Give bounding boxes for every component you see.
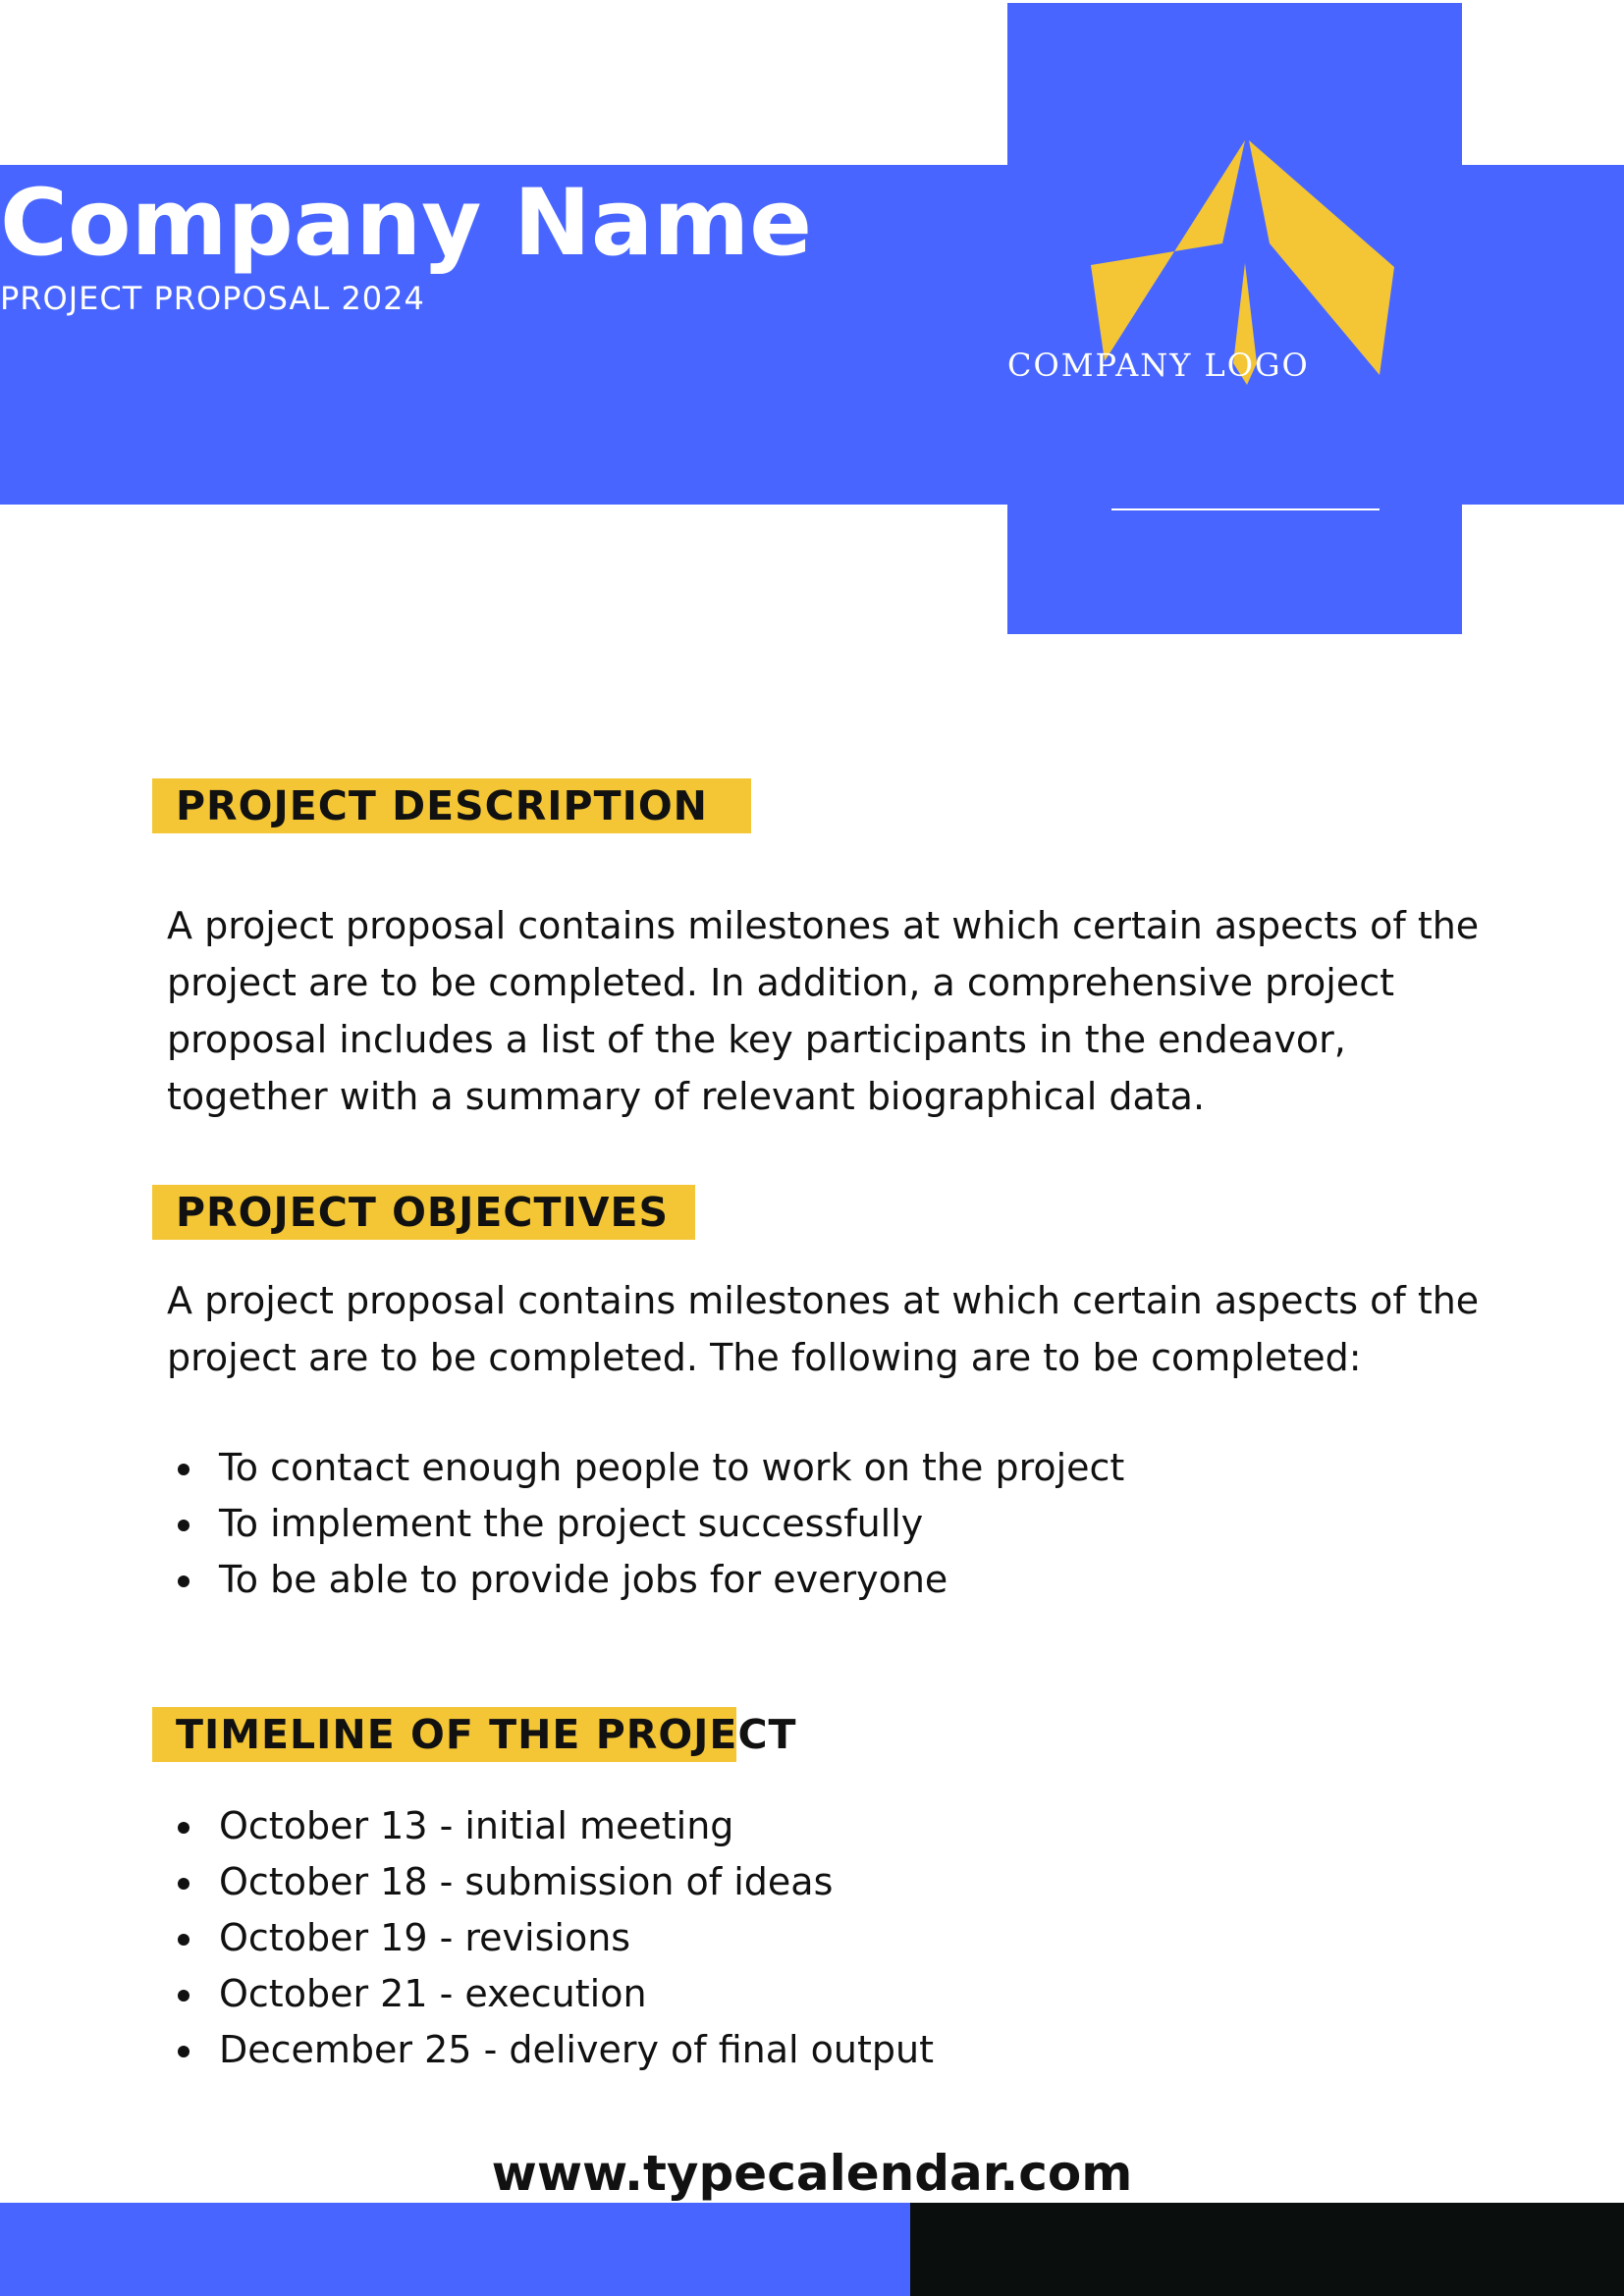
proposal-subtitle: PROJECT PROPOSAL 2024 (0, 280, 425, 317)
bullet-icon (178, 1878, 189, 1890)
list-item (167, 1496, 1124, 1552)
list-item-text: To be able to provide jobs for everyone (219, 1558, 948, 1601)
logo-underline (1111, 508, 1380, 510)
bullet-icon (178, 1934, 189, 1946)
section-heading-label: PROJECT DESCRIPTION (176, 782, 708, 829)
list-item (167, 1440, 1124, 1496)
section-heading-timeline (152, 1707, 799, 1762)
list-item-text: To implement the project successfully (219, 1502, 924, 1545)
company-name: Company Name (0, 170, 812, 277)
list-item-text: October 18 - submission of ideas (219, 1860, 834, 1903)
list-item-text: December 25 - delivery of final output (219, 2028, 935, 2071)
list-item (167, 1966, 934, 2022)
list-item (167, 1552, 1124, 1608)
logo-text: COMPANY LOGO (1007, 347, 1310, 384)
bullet-icon (178, 2046, 189, 2057)
list-item-text: October 19 - revisions (219, 1916, 631, 1959)
bullet-icon (178, 1520, 189, 1531)
section-heading-label: TIMELINE OF THE PROJECT (176, 1711, 797, 1758)
bullet-icon (178, 1822, 189, 1834)
bullet-icon (178, 1464, 189, 1475)
list-item (167, 1910, 934, 1966)
description-body: A project proposal contains milestones at which certain aspects of the project are to be completed. In addition, a comprehensive project proposal includes a list of the key participants in the endeavor, together with a summary of relevant biographical data. (167, 904, 1480, 1118)
list-item-text: October 21 - execution (219, 1972, 647, 2015)
footer-blue-band (0, 2203, 910, 2296)
section-heading-objectives (152, 1185, 671, 1240)
objectives-list (167, 1440, 1124, 1608)
list-item (167, 2022, 934, 2078)
list-item (167, 1798, 934, 1854)
list-item (167, 1854, 934, 1910)
list-item-text: October 13 - initial meeting (219, 1804, 734, 1847)
footer-url[interactable]: www.typecalendar.com (491, 2145, 1133, 2202)
timeline-list (167, 1798, 934, 2078)
section-heading-description (152, 778, 710, 833)
bullet-icon (178, 1575, 189, 1587)
footer-black-band (910, 2203, 1624, 2296)
list-item-text: To contact enough people to work on the project (219, 1446, 1125, 1489)
objectives-body: A project proposal contains milestones at which certain aspects of the project are to be completed. The following are to be completed: (167, 1279, 1480, 1379)
bullet-icon (178, 1990, 189, 2002)
section-heading-label: PROJECT OBJECTIVES (176, 1189, 670, 1236)
